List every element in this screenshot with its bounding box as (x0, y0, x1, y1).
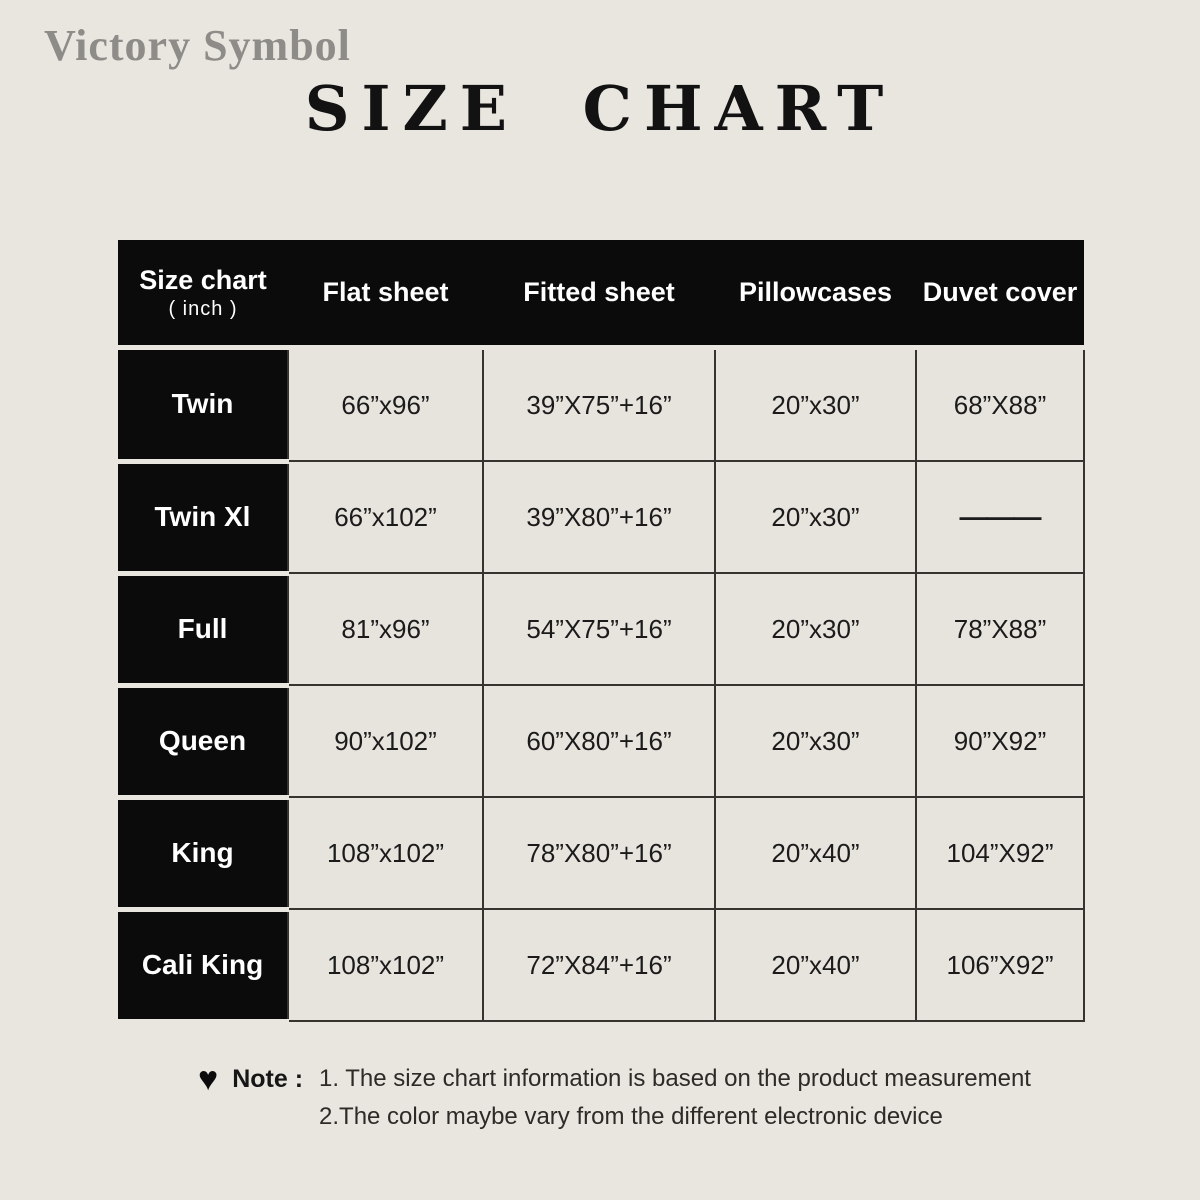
twin-duvet-cover: 68”X88” (916, 348, 1084, 462)
column-header-flat-sheet: Flat sheet (288, 240, 483, 348)
queen-duvet-cover: 90”X92” (916, 685, 1084, 797)
cali-king-fitted-sheet: 72”X84”+16” (483, 909, 715, 1021)
table-header-row (118, 240, 1084, 348)
full-fitted-sheet: 54”X75”+16” (483, 573, 715, 685)
twin-flat-sheet: 66”x96” (288, 348, 483, 462)
table-row-king (118, 797, 1084, 909)
king-duvet-cover: 104”X92” (916, 797, 1084, 909)
column-header-fitted-sheet: Fitted sheet (483, 240, 715, 348)
note-text (319, 1060, 1031, 1136)
column-header-size-unit: ( inch ) (168, 297, 238, 320)
twin-pillowcases: 20”x30” (715, 348, 916, 462)
row-label-full: Full (118, 573, 288, 685)
note-label: Note : (232, 1065, 304, 1093)
size-chart-table (118, 240, 1085, 1024)
column-header-duvet-cover: Duvet cover (916, 240, 1084, 348)
row-label-king: King (118, 797, 288, 909)
cali-king-duvet-cover: 106”X92” (916, 909, 1084, 1021)
king-pillowcases: 20”x40” (715, 797, 916, 909)
queen-flat-sheet: 90”x102” (288, 685, 483, 797)
queen-fitted-sheet: 60”X80”+16” (483, 685, 715, 797)
queen-pillowcases: 20”x30” (715, 685, 916, 797)
table-row-full (118, 573, 1084, 685)
row-label-queen: Queen (118, 685, 288, 797)
table-row-cali-king (118, 909, 1084, 1021)
king-fitted-sheet: 78”X80”+16” (483, 797, 715, 909)
cali-king-pillowcases: 20”x40” (715, 909, 916, 1021)
king-flat-sheet: 108”x102” (288, 797, 483, 909)
full-duvet-cover: 78”X88” (916, 573, 1084, 685)
full-flat-sheet: 81”x96” (288, 573, 483, 685)
footer-note (198, 1060, 1031, 1136)
row-label-cali-king: Cali King (118, 909, 288, 1021)
table-row-twin (118, 348, 1084, 462)
cali-king-flat-sheet: 108”x102” (288, 909, 483, 1021)
table-row-queen (118, 685, 1084, 797)
full-pillowcases: 20”x30” (715, 573, 916, 685)
twin-fitted-sheet: 39”X75”+16” (483, 348, 715, 462)
twin-xl-pillowcases: 20”x30” (715, 461, 916, 573)
table-row-twin-xl (118, 461, 1084, 573)
column-header-size (118, 240, 288, 348)
column-header-size-label: Size chart (139, 264, 267, 295)
twin-xl-flat-sheet: 66”x102” (288, 461, 483, 573)
heart-icon: ♥ (198, 1060, 219, 1098)
note-line-2: 2.The color maybe vary from the different electronic device (319, 1103, 943, 1130)
twin-xl-fitted-sheet: 39”X80”+16” (483, 461, 715, 573)
column-header-pillowcases: Pillowcases (715, 240, 916, 348)
brand-logo-text: Victory Symbol (44, 21, 351, 70)
note-line-1: 1. The size chart information is based on the product measurement (319, 1065, 1031, 1092)
page-title: SIZE CHART (304, 72, 896, 145)
twin-xl-duvet-cover-dash: ——— (916, 461, 1084, 573)
row-label-twin-xl: Twin Xl (118, 461, 288, 573)
row-label-twin: Twin (118, 348, 288, 462)
